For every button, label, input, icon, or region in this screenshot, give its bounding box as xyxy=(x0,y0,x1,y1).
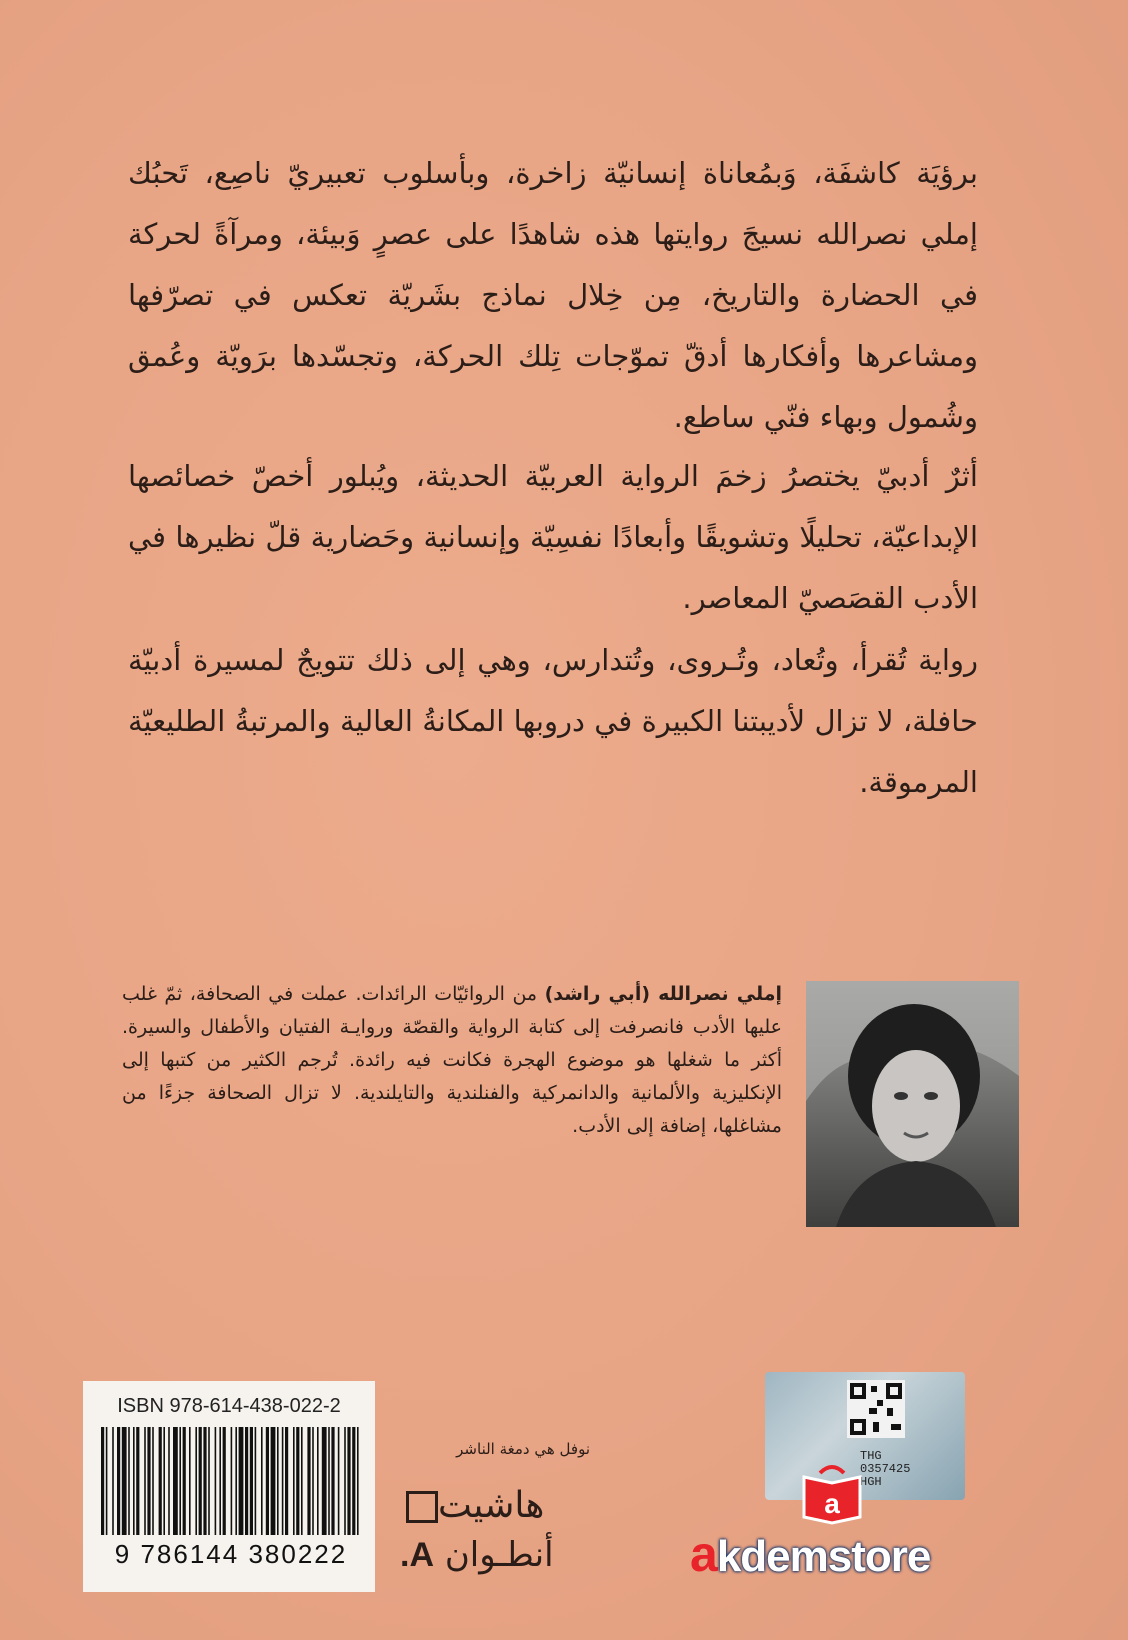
isbn-barcode xyxy=(83,1381,375,1592)
publisher-hachette xyxy=(400,1485,544,1526)
isbn-label: ISBN 978-614-438-022-2 xyxy=(117,1395,341,1417)
store-name-rest: kdemstore xyxy=(716,1532,931,1581)
publisher-antoine xyxy=(400,1535,554,1575)
hachette-logo-icon xyxy=(406,1491,438,1523)
blurb-paragraph-3: رواية تُقرأ، وتُعاد، وتُـروى، وتُتدارس، وهي إلى ذلك تتويجٌ لمسيرة أدبيّة حافلة، لا تزال لأديبتنا الكبيرة في دروبها المكانةُ العالية والمرتبةُ الطليعيّة المرموقة. xyxy=(128,643,978,799)
store-name-first: a xyxy=(690,1526,717,1582)
blurb-paragraph-2: أثرٌ أدبيّ يختصرُ زخمَ الرواية العربيّة الحديثة، ويُبلور أخصّ خصائصها الإبداعيّة، تحليلًا وتشويقًا وأبعادًا نفسِيّة وإنسانية وحَضارية قلّ نظيرها في الأدب القصَصيّ المعاصر. xyxy=(128,459,978,615)
author-bio xyxy=(122,978,782,1143)
imprint-note: نوفل هي دمغة الناشر xyxy=(456,1440,590,1458)
isbn-number: 9 786144 380222 xyxy=(114,1539,348,1569)
store-book-icon xyxy=(798,1463,866,1525)
author-bio-text: من الروائيّات الرائدات. عملت في الصحافة، ثمّ غلب عليها الأدب فانصرفت إلى كتابة الرواية والقصّة وروايـة الفتيان والأطفال والسيرة. أكثر ما شغلها هو موضوع الهجرة فكانت فيه رائدة. تُرجم الكثير من كتبها إلى الإنكليزية والألمانية والدانمركية والفنلندية والتايلندية. لا تزال الصحافة جزءًا من مشاغلها، إضافة إلى الأدب. xyxy=(122,983,782,1137)
antoine-logo-mark: A. xyxy=(400,1536,435,1574)
store-watermark xyxy=(690,1525,930,1583)
store-icon-letter: a xyxy=(824,1488,840,1519)
publisher-name-2: أنطـوان xyxy=(444,1535,554,1575)
author-name: إملي نصرالله (أبي راشد) xyxy=(544,983,782,1005)
qr-code-icon xyxy=(847,1380,905,1438)
blurb-paragraph-1: برؤيَة كاشفَة، وَبمُعاناة إنسانيّة زاخرة، وبأسلوب تعبيريّ ناصِع، تَحبُك إملي نصرالله نسيجَ روايتها هذه شاهدًا على عصرٍ وَبيئة، ومرآةً لحركة في الحضارة والتاريخ، مِن خِلال نماذج بشَريّة تعكس في تصرّفها ومشاعرها وأفكارها أدقّ تموّجات تِلك الحركة، وتجسّدها برَويّة وعُمق وشُمول وبهاء فنّي ساطع. xyxy=(128,156,978,434)
barcode-bars xyxy=(101,1427,359,1535)
author-photo xyxy=(806,981,1019,1227)
publisher-name-1: هاشيت xyxy=(438,1485,545,1526)
sticker-code: THG 0357425 HGH xyxy=(860,1449,911,1489)
